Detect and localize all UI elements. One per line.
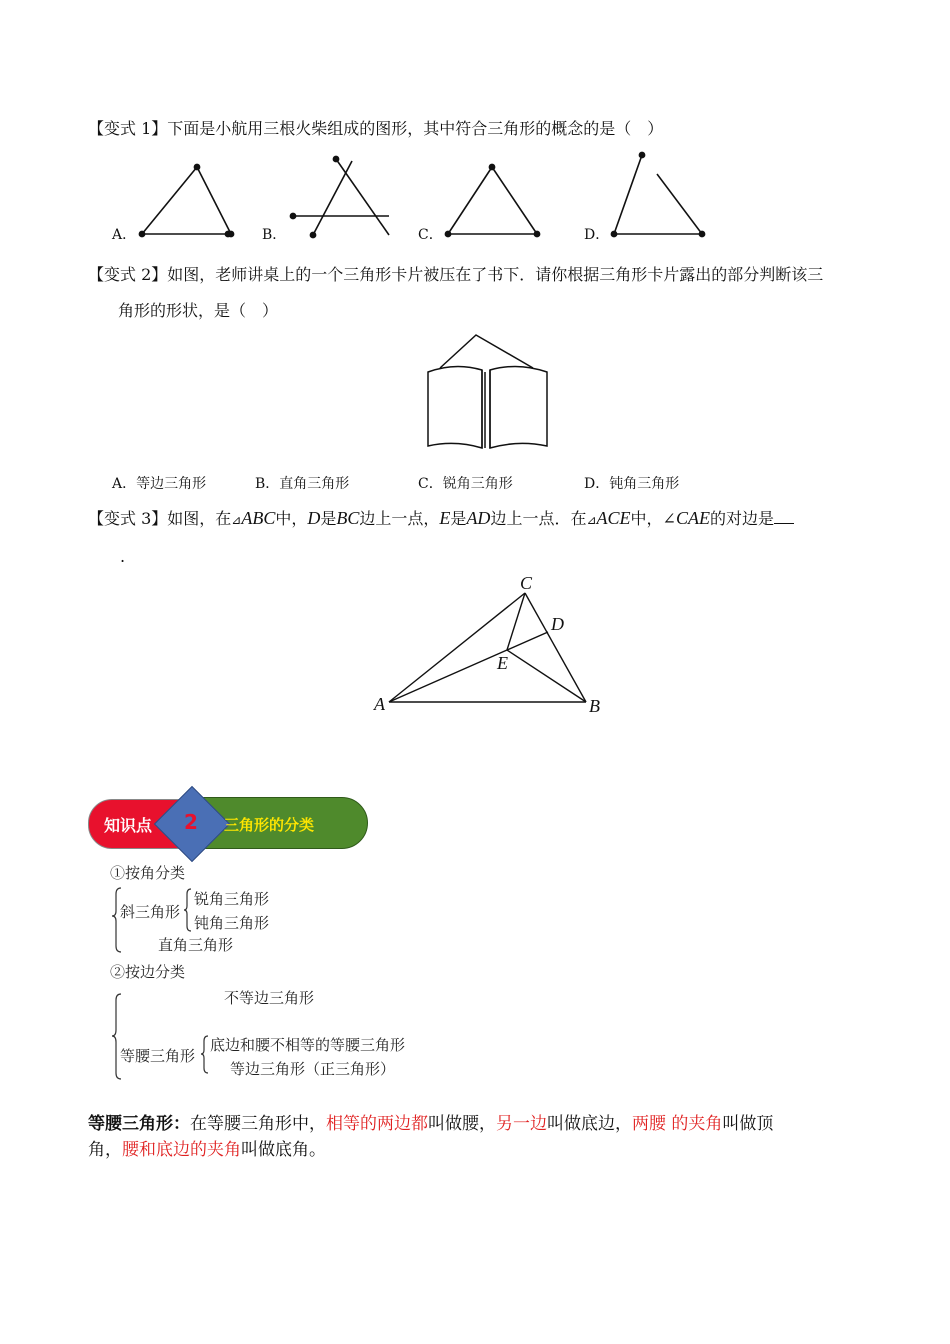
q1-option-a[interactable]: A． [112, 227, 137, 243]
q3-text: 是 [450, 509, 467, 528]
q3-period: . [120, 547, 126, 566]
highlight-base-angle: 腰和底边的夹角 [122, 1140, 241, 1160]
q1-option-d[interactable]: D． [584, 227, 610, 243]
highlight-base: 另一边 [496, 1114, 547, 1134]
isosceles-triangle: 等腰三角形 [120, 1047, 196, 1065]
q3-abc: ABC [241, 508, 276, 528]
acute-triangle: 锐角三角形 [194, 890, 270, 908]
banner-number: 2 [184, 810, 198, 834]
label-b: B [589, 696, 600, 716]
q1-option-b[interactable]: B． [262, 227, 287, 243]
q3-ad: AD [466, 508, 491, 528]
definition-text: 角， [88, 1140, 122, 1160]
q2-option-c[interactable]: C．锐角三角形 [418, 476, 513, 492]
by-angle-heading: ①按角分类 [110, 864, 186, 882]
highlight-legs: 相等的两边都 [326, 1114, 428, 1134]
q3-text: 如图，在 [167, 509, 232, 528]
label-a: A [374, 694, 385, 714]
label-d: D [551, 614, 564, 634]
q3-d: D [307, 508, 321, 528]
highlight-vertex-angle: 两腰 的夹角 [632, 1114, 723, 1134]
definition-text: 在等腰三角形中， [190, 1114, 326, 1134]
definition-text: 叫做底边， [547, 1114, 632, 1134]
banner-left-label: 知识点 [104, 816, 153, 835]
q2-line2: 角形的形状，是（ ） [118, 301, 279, 320]
obtuse-triangle: 钝角三角形 [194, 914, 270, 932]
q2-option-d[interactable]: D．钝角三角形 [584, 476, 680, 492]
q3-cae: CAE [675, 508, 710, 528]
definition-text: 叫做顶 [722, 1114, 774, 1134]
definition-text: 叫做腰， [428, 1114, 496, 1134]
right-triangle: 直角三角形 [158, 936, 234, 954]
q3-bc: BC [336, 508, 360, 528]
label-c: C [520, 573, 533, 593]
label-e: E [497, 653, 508, 673]
q3-text: 边上一点， [359, 509, 440, 528]
equilateral-triangle: 等边三角形（正三角形） [230, 1060, 396, 1078]
banner-title: 三角形的分类 [224, 816, 315, 834]
triangle-symbol: ⊿ [586, 513, 597, 527]
isosceles-definition-line1 [88, 1112, 773, 1136]
q1-option-c[interactable]: C． [418, 227, 443, 243]
q3-e: E [439, 508, 451, 528]
scalene-triangle: 不等边三角形 [224, 989, 315, 1007]
definition-text: 叫做底角。 [241, 1140, 326, 1160]
q1-text: 下面是小航用三根火柴组成的图形，其中符合三角形的概念的是（ ） [167, 119, 664, 138]
q3-text: 是 [320, 509, 337, 528]
q3-ace: ACE [596, 508, 631, 528]
oblique-triangle: 斜三角形 [120, 903, 181, 921]
triangle-symbol: ⊿ [231, 513, 242, 527]
q3-text: 边上一点．在 [490, 509, 587, 528]
q1-tag: 【变式 1】 [88, 119, 168, 138]
q3-text: 的对边是 [709, 509, 774, 528]
q3-tag: 【变式 3】 [88, 509, 168, 528]
q2-option-a[interactable]: A．等边三角形 [112, 476, 207, 492]
by-side-heading: ②按边分类 [110, 963, 186, 981]
isosceles-definition-line2 [88, 1138, 326, 1162]
q2-text-1: 如图，老师讲桌上的一个三角形卡片被压在了书下．请你根据三角形卡片露出的部分判断该三 [167, 265, 824, 284]
q3-text: 中， [630, 509, 663, 528]
q2-option-b[interactable]: B．直角三角形 [255, 476, 350, 492]
q2-tag: 【变式 2】 [88, 265, 168, 284]
angle-symbol: ∠ [662, 509, 676, 528]
definition-term: 等腰三角形： [88, 1114, 190, 1134]
isosceles-non-equilateral: 底边和腰不相等的等腰三角形 [210, 1036, 406, 1054]
q3-text: 中， [275, 509, 308, 528]
